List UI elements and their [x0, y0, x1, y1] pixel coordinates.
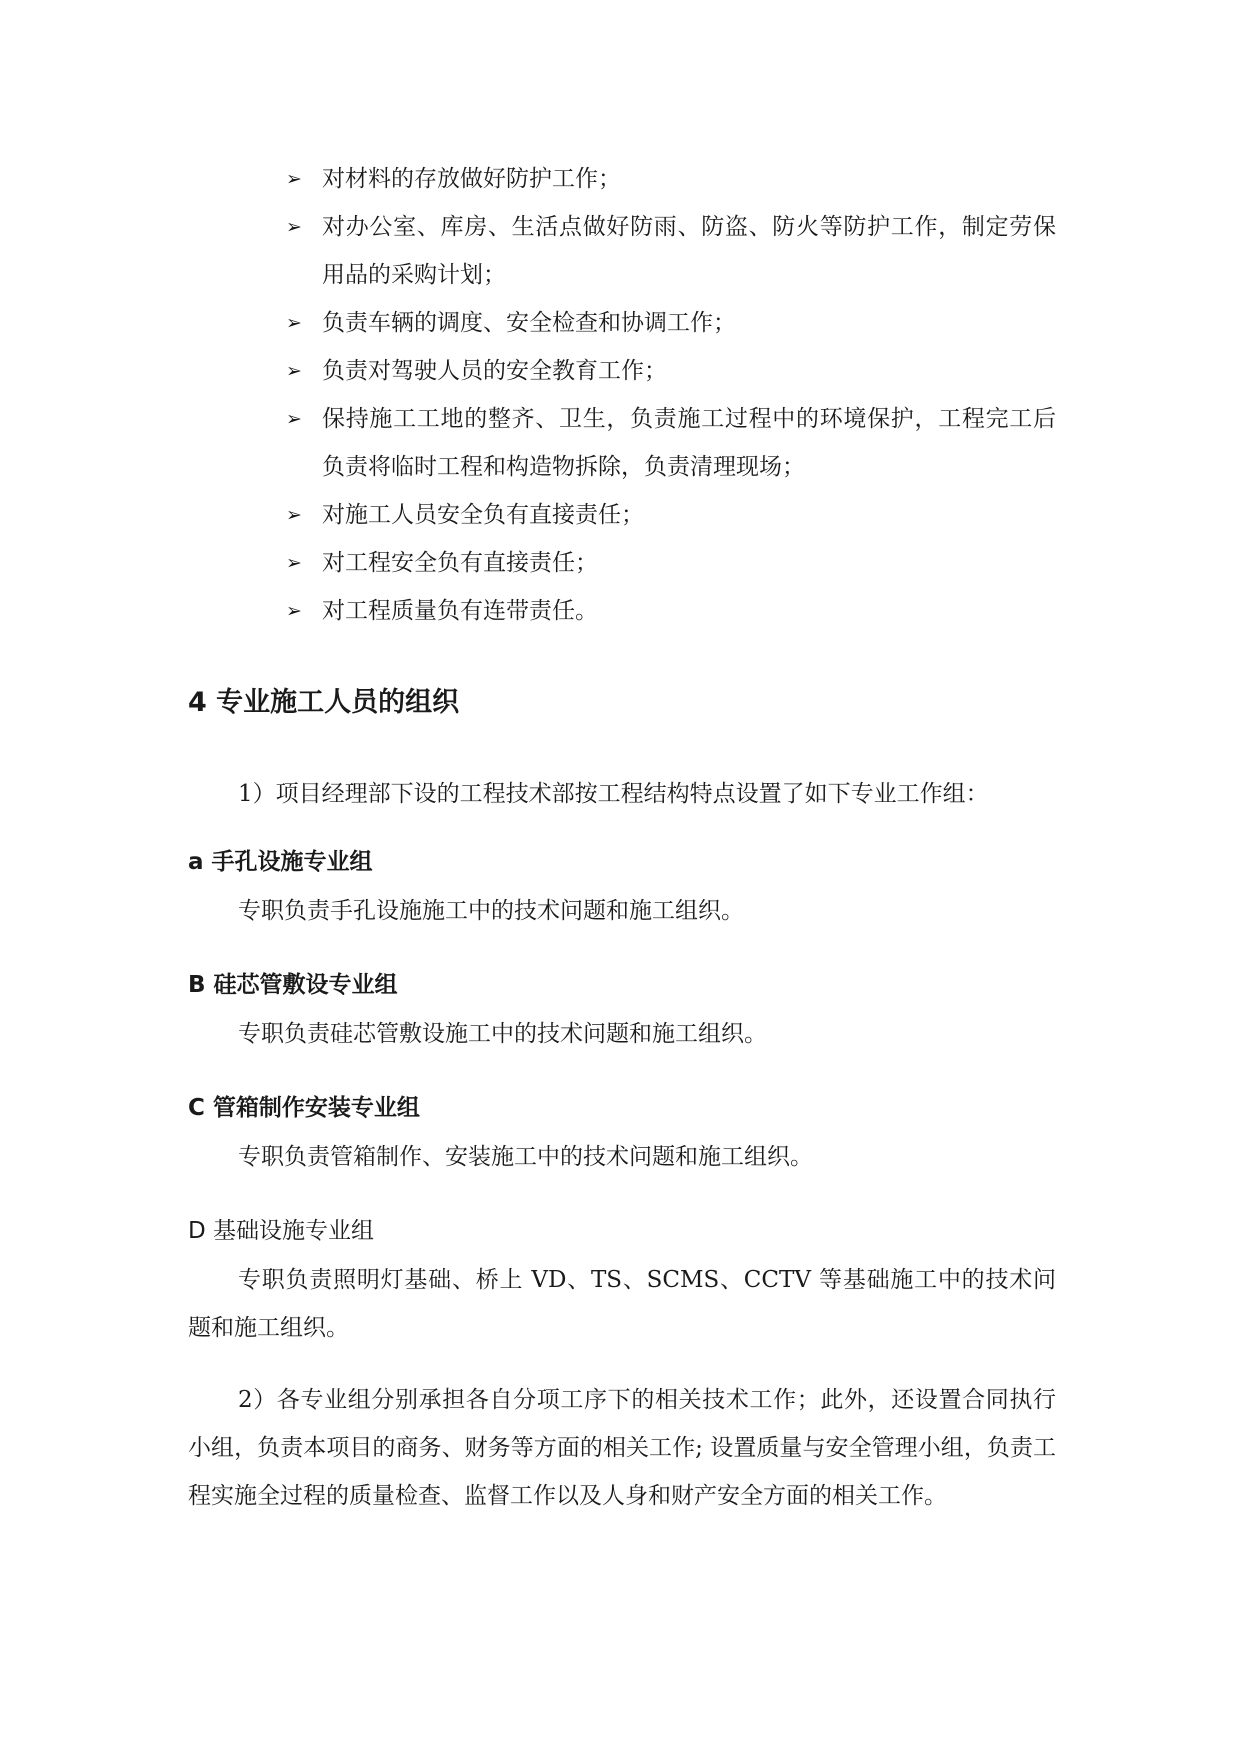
group-heading-a: a 手孔设施专业组	[188, 849, 373, 875]
group-description-d: 专职负责照明灯基础、桥上 VD、TS、SCMS、CCTV 等基础施工中的技术问题和施工组织。	[188, 1267, 1056, 1341]
responsibility-list	[286, 155, 1056, 635]
list-item: ➢ 负责对驾驶人员的安全教育工作；	[286, 347, 1056, 395]
arrow-bullet-icon: ➢	[286, 216, 302, 238]
arrow-bullet-icon: ➢	[286, 312, 302, 334]
intro-paragraph: 1）项目经理部下设的工程技术部按工程结构特点设置了如下专业工作组：	[238, 781, 989, 807]
list-item: ➢ 对材料的存放做好防护工作；	[286, 155, 1056, 203]
list-item: ➢ 负责车辆的调度、安全检查和协调工作；	[286, 299, 1056, 347]
closing-paragraph: 2）各专业组分别承担各自分项工序下的相关技术工作；此外，还设置合同执行小组，负责本项目的商务、财务等方面的相关工作; 设置质量与安全管理小组，负责工程实施全过程的质量检查、监督工作以及人身和财产安全方面的相关工作。	[188, 1387, 1056, 1509]
list-item: ➢ 对办公室、库房、生活点做好防雨、防盗、防火等防护工作，制定劳保用品的采购计划；	[286, 203, 1056, 299]
arrow-bullet-icon: ➢	[286, 600, 302, 622]
group-description-c: 专职负责管箱制作、安装施工中的技术问题和施工组织。	[238, 1144, 813, 1170]
list-item: ➢ 对施工人员安全负有直接责任；	[286, 491, 1056, 539]
section-heading: 4 专业施工人员的组织	[188, 687, 460, 718]
list-item: ➢ 对工程安全负有直接责任；	[286, 539, 1056, 587]
group-description-b: 专职负责硅芯管敷设施工中的技术问题和施工组织。	[238, 1021, 767, 1047]
arrow-bullet-icon: ➢	[286, 552, 302, 574]
arrow-bullet-icon: ➢	[286, 504, 302, 526]
group-description-a: 专职负责手孔设施施工中的技术问题和施工组织。	[238, 898, 744, 924]
list-item: ➢ 保持施工工地的整齐、卫生，负责施工过程中的环境保护，工程完工后负责将临时工程和构造物拆除，负责清理现场；	[286, 395, 1056, 491]
group-heading-c: C 管箱制作安装专业组	[188, 1095, 420, 1121]
arrow-bullet-icon: ➢	[286, 168, 302, 190]
arrow-bullet-icon: ➢	[286, 360, 302, 382]
list-item: ➢ 对工程质量负有连带责任。	[286, 587, 1056, 635]
group-heading-d: D 基础设施专业组	[188, 1218, 375, 1244]
arrow-bullet-icon: ➢	[286, 408, 302, 430]
group-heading-b: B 硅芯管敷设专业组	[188, 972, 398, 998]
